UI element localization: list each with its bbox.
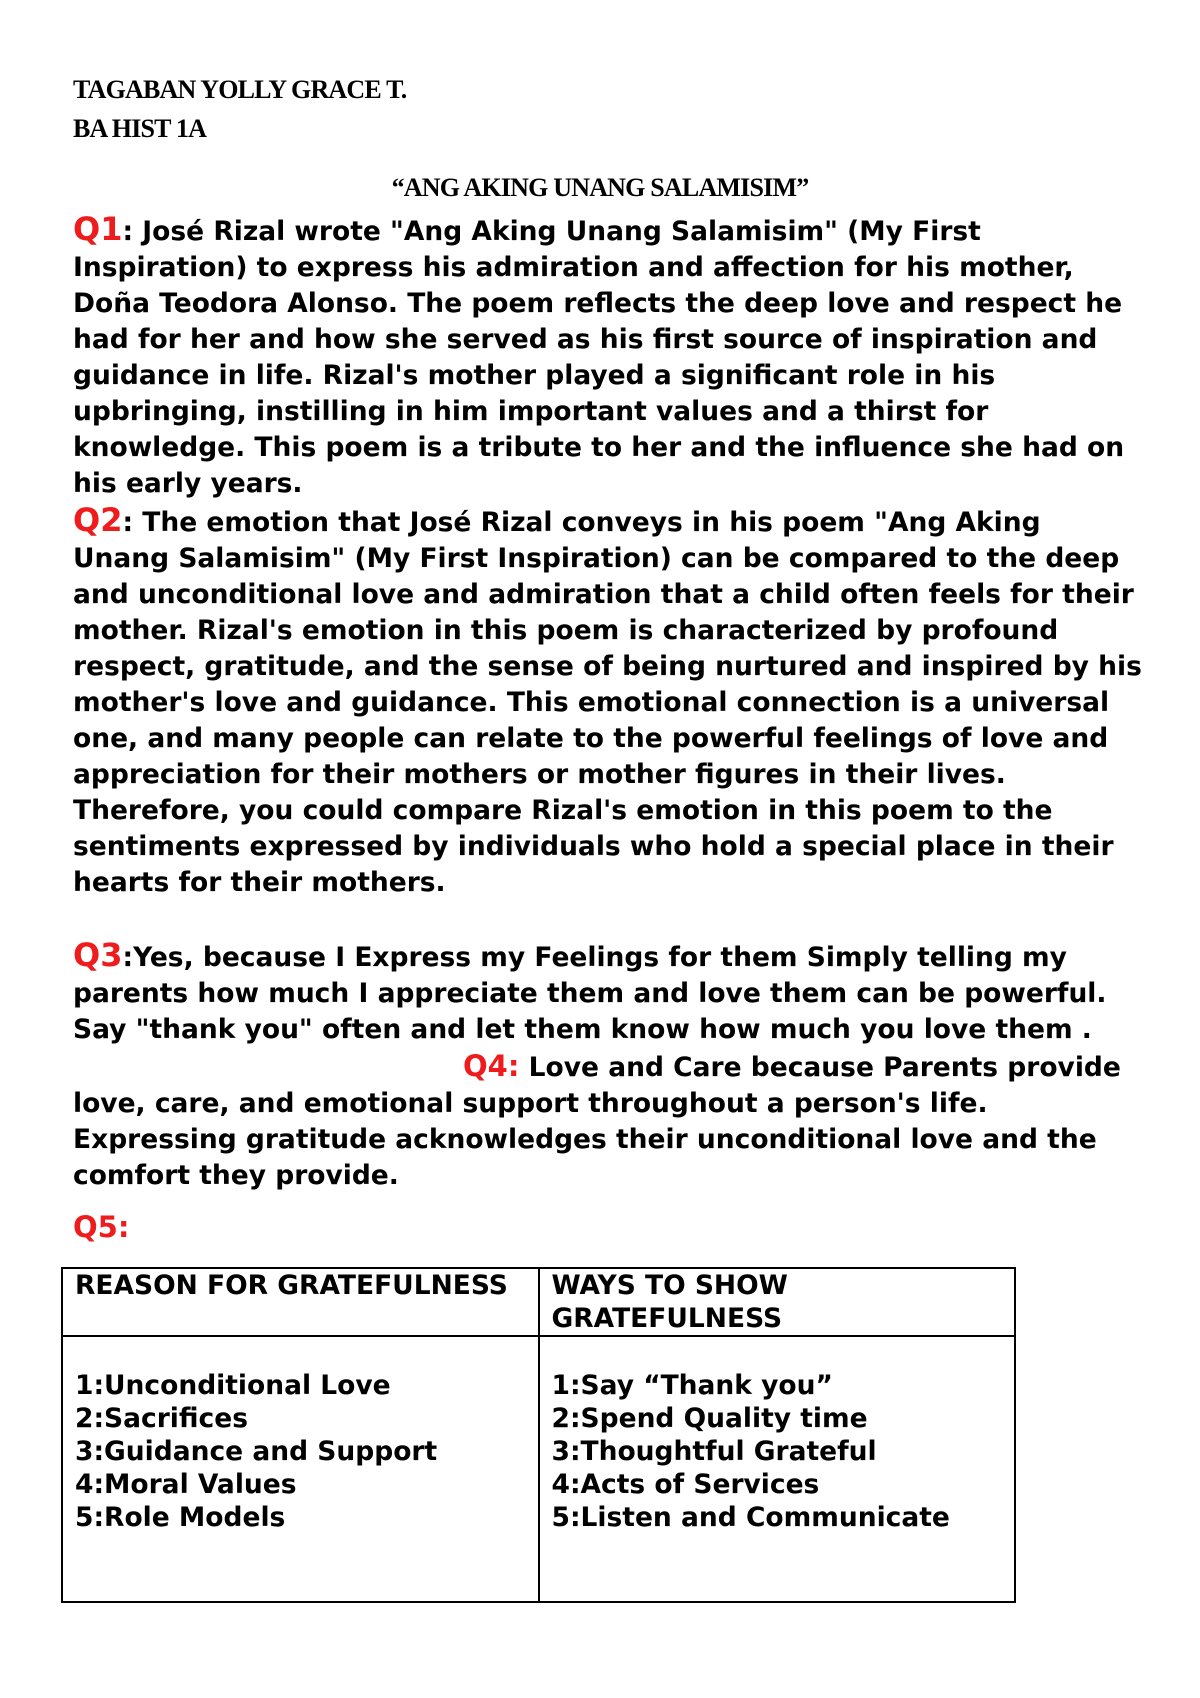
student-name: TAGABAN YOLLY GRACE T. <box>73 75 407 104</box>
gratefulness-table <box>61 1267 1016 1603</box>
ways-cell <box>539 1336 1016 1602</box>
q3-label: Q3 <box>73 936 123 974</box>
way-item: 2:Spend Quality time <box>551 1403 868 1434</box>
q1-text: : José Rizal wrote "Ang Aking Unang Salamisim" (My First Inspiration) to express his admiration and affection for his mother, Doña Teodora Alonso. The poem reflects the deep love and respect he had for her and how she served as his first source of inspiration and guidance in life. Rizal's mother played a significant role in his upbringing, instilling in him important values and a thirst for knowledge. This poem is a tribute to her and the influence she had on his early years. <box>73 216 1125 499</box>
way-item: 1:Say “Thank you” <box>551 1370 833 1401</box>
answer-q2 <box>73 502 1143 901</box>
reason-item: 1:Unconditional Love <box>75 1370 391 1401</box>
answer-q3-q4 <box>73 937 1143 1194</box>
way-item: 4:Acts of Services <box>551 1469 820 1500</box>
reason-item: 5:Role Models <box>75 1502 286 1533</box>
reason-header: REASON FOR GRATEFULNESS <box>62 1268 539 1336</box>
table-row <box>62 1336 1015 1602</box>
course-label: BA HIST 1A <box>73 114 207 143</box>
way-item: 5:Listen and Communicate <box>551 1502 950 1533</box>
q2-text: : The emotion that José Rizal conveys in his poem "Ang Aking Unang Salamisim" (My First Inspiration) can be compared to the deep and unconditional love and admiration that a child often feels for their mother. Rizal's emotion in this poem is characterized by profound respect, gratitude, and the sense of being nurtured and inspired by his mother's love and guidance. This emotional connection is a universal one, and many people can relate to the powerful feelings of love and appreciation for their mothers or mother figures in their lives. Therefore, you could compare Rizal's emotion in this poem to the sentiments expressed by individuals who hold a special place in their hearts for their mothers. <box>73 507 1142 898</box>
answer-q1 <box>73 211 1143 502</box>
way-item: 3:Thoughtful Grateful <box>551 1436 877 1467</box>
reason-item: 2:Sacrifices <box>75 1403 248 1434</box>
reason-item: 3:Guidance and Support <box>75 1436 438 1467</box>
q4-text: Love and Care because Parents provide love, care, and emotional support throughout a person's life. Expressing gratitude acknowledges their unconditional love and the comfort they provide. <box>73 1052 1121 1191</box>
q4-label: Q4: <box>463 1049 520 1083</box>
reason-item: 4:Moral Values <box>75 1469 297 1500</box>
document-title: “ANG AKING UNANG SALAMISIM” <box>391 173 809 202</box>
reasons-cell <box>62 1336 539 1602</box>
table-header-row <box>62 1268 1015 1336</box>
q3-text: :Yes, because I Express my Feelings for them Simply telling my parents how much I appreciate them and love them can be powerful. Say "thank you" often and let them know how much you love them . <box>73 942 1107 1045</box>
ways-header: WAYS TO SHOW GRATEFULNESS <box>539 1268 1016 1336</box>
q5-label: Q5: <box>73 1210 130 1244</box>
q1-label: Q1 <box>73 210 123 248</box>
q2-label: Q2 <box>73 501 123 539</box>
